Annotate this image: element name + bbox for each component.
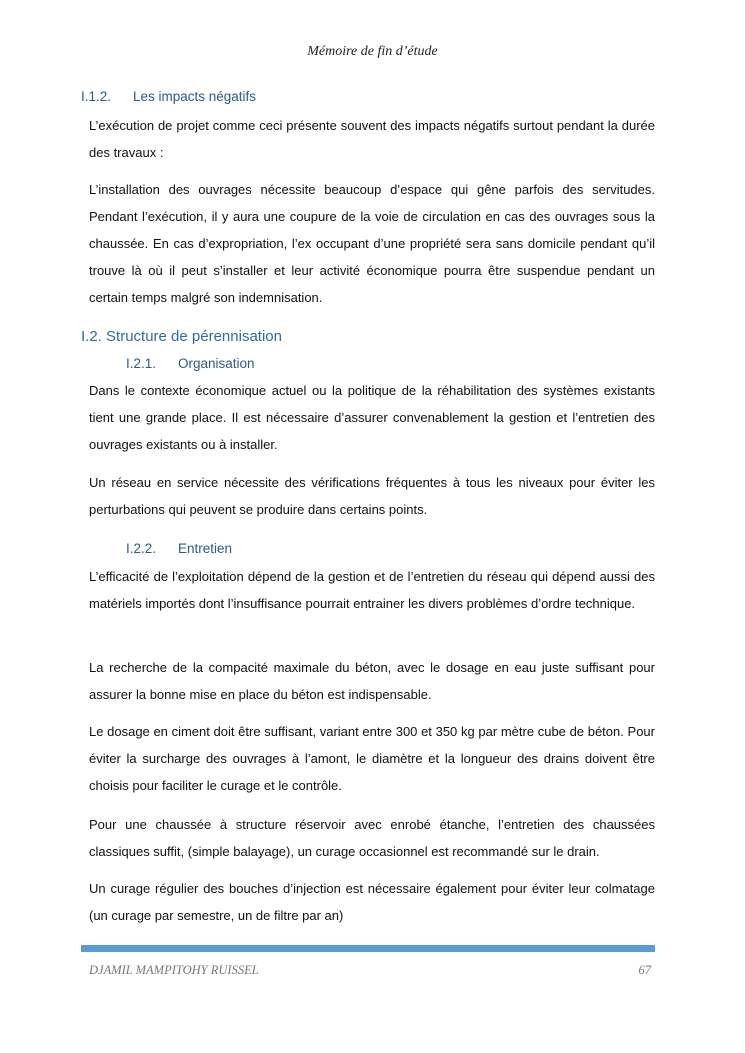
section-title: Structure de pérennisation xyxy=(106,328,282,345)
paragraph-6: La recherche de la compacité maximale du béton, avec le dosage en eau juste suffisant pour assurer la bonne mise en place du béton est indispensable. xyxy=(89,660,655,702)
section-title: Entretien xyxy=(178,541,233,556)
section-number: I.1.2. xyxy=(81,89,112,104)
page-header-title: Mémoire de fin d’étude xyxy=(307,44,438,59)
section-title: Les impacts négatifs xyxy=(133,89,257,104)
section-number: I.2.1. xyxy=(126,356,157,371)
footer-author: DJAMIL MAMPITOHY RUISSEL xyxy=(89,963,259,977)
section-heading-1-2-1 xyxy=(126,356,255,371)
paragraph-5: L’efficacité de l’exploitation dépend de la gestion et de l’entretien du réseau qui dépend aussi des matériels importés dont l’insuffisance pourrait entrainer les divers problèmes d’ordre technique. xyxy=(89,569,655,611)
section-heading-1-2-2 xyxy=(126,541,232,556)
paragraph-9: Un curage régulier des bouches d’injection est nécessaire également pour éviter leur colmatage (un curage par semestre, un de filtre par an) xyxy=(89,881,655,923)
section-heading-1-1-2 xyxy=(81,89,256,104)
section-number: I.2. xyxy=(81,328,102,345)
paragraph-7: Le dosage en ciment doit être suffisant, variant entre 300 et 350 kg par mètre cube de béton. Pour éviter la surcharge des ouvrages à l’amont, le diamètre et la longueur des drains doivent être choisis pour faciliter le curage et le contrôle. xyxy=(89,724,655,793)
paragraph-3: Dans le contexte économique actuel ou la politique de la réhabilitation des systèmes existants tient une grande place. Il est nécessaire d’assurer convenablement la gestion et l’entretien des ouvrages existants ou à installer. xyxy=(89,383,655,452)
footer-divider xyxy=(81,945,655,952)
page-number: 67 xyxy=(638,963,651,977)
paragraph-2: L’installation des ouvrages nécessite beaucoup d’espace qui gêne parfois des servitudes. Pendant l’exécution, il y aura une coupure de la voie de circulation en cas des ouvrages sous la chaussée. En cas d’expropriation, l’ex occupant d’une propriété sera sans domicile pendant qu’il trouve là où il peut s’installer et leur activité économique pourra être suspendue pendant un certain temps malgré son indemnisation. xyxy=(89,182,655,305)
section-heading-1-2 xyxy=(81,328,282,345)
paragraph-1: L’exécution de projet comme ceci présente souvent des impacts négatifs surtout pendant la durée des travaux : xyxy=(89,118,655,160)
paragraph-8: Pour une chaussée à structure réservoir avec enrobé étanche, l’entretien des chaussées classiques suffit, (simple balayage), un curage occasionnel est recommandé sur le drain. xyxy=(89,817,655,859)
paragraph-4: Un réseau en service nécessite des vérifications fréquentes à tous les niveaux pour éviter les perturbations qui peuvent se produire dans certains points. xyxy=(89,475,655,517)
section-number: I.2.2. xyxy=(126,541,157,556)
section-title: Organisation xyxy=(178,356,255,371)
